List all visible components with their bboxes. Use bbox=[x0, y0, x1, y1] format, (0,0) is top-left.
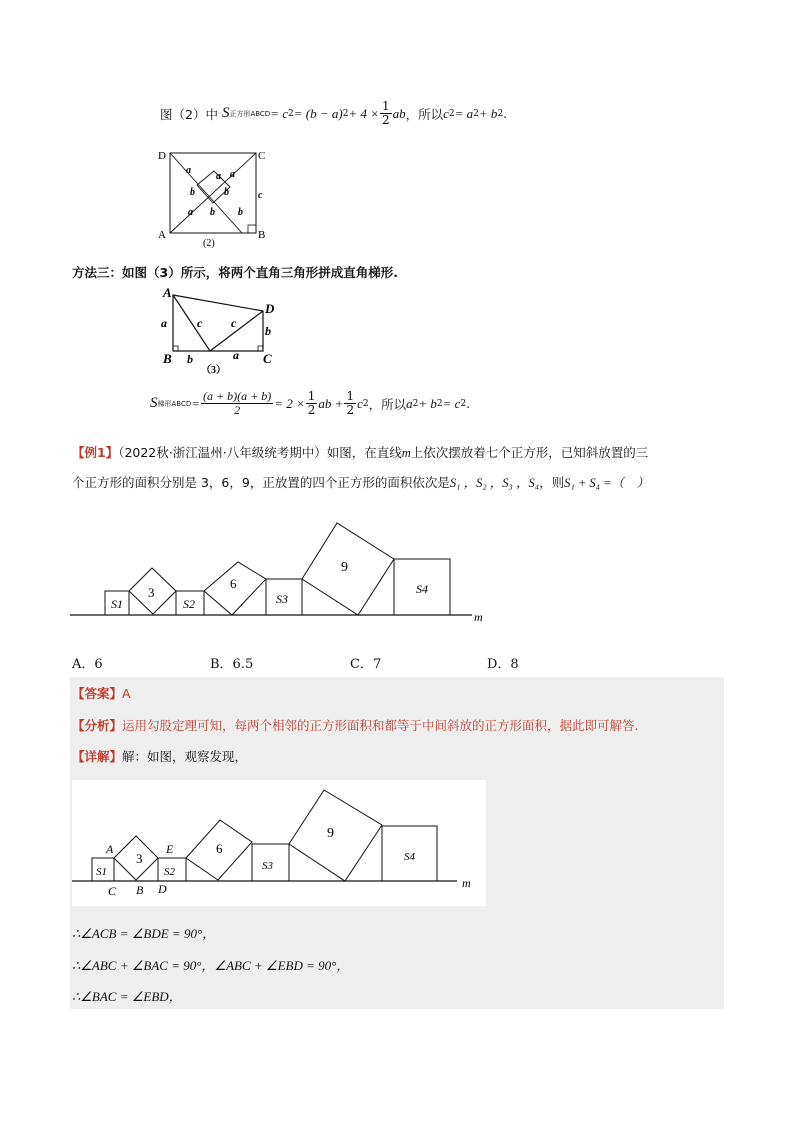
example-1-question: 【例1】（2022秋·浙江温州·八年级统考期中）如图，在直线m上依次摆放着七个正方形，已知斜放置的三 个正方形的面积分别是 3，6，9，正放置的四个正方形的面积依次是S₁ ，S₂ ，S₃ ，S₄，则S₁ + S₄ =（ ） bbox=[72, 445, 650, 490]
fraction-trapezoid: $\frac{(a + b)(a + b)}{2}$ bbox=[203, 389, 272, 418]
example-tag: 【例1】 bbox=[72, 445, 119, 460]
detail-label-A: A bbox=[106, 842, 114, 856]
fig2-caption: (2) bbox=[203, 238, 215, 249]
fig2-label-B: B bbox=[258, 229, 266, 241]
fig2-label-A: A bbox=[158, 229, 166, 241]
formula-line-trapezoid: S 梯形ABCD = $\frac{(a + b)(a + b)}{2}$ = 2 × $\frac{1}{2}$ ab + $\frac{1}{2}$ c 2 ，所以 a 2 + b 2 = c 2 . bbox=[150, 389, 471, 418]
fig3-caption: （3） bbox=[201, 365, 226, 376]
detail-label-S4: S4 bbox=[404, 851, 415, 863]
svg-text:c: c bbox=[258, 190, 263, 201]
figure-2-square bbox=[150, 143, 280, 253]
detail-label-6: 6 bbox=[216, 841, 223, 856]
step-3: ∴∠BAC = ∠EBD， bbox=[72, 989, 182, 1004]
analysis-text: 运用勾股定理可知，每两个相邻的正方形面积和都等于中间斜放的正方形面积，据此即可解答. bbox=[122, 718, 639, 733]
detail-label-3: 3 bbox=[136, 851, 143, 866]
svg-text:a: a bbox=[161, 316, 167, 330]
figure-seven-squares bbox=[60, 515, 500, 630]
fraction-half: $\frac{1}{2}$ bbox=[381, 99, 390, 128]
svg-text:b: b bbox=[187, 352, 193, 366]
answer-value: A bbox=[122, 686, 131, 701]
fig3-label-C: C bbox=[263, 351, 272, 366]
fig3-label-A: A bbox=[163, 285, 172, 300]
answer-line: 【答案】A bbox=[72, 686, 131, 701]
detail-line: 【详解】解：如图，观察发现， bbox=[72, 749, 248, 764]
svg-text:b: b bbox=[224, 187, 229, 198]
s-subscript: 正方形ABCD bbox=[229, 109, 271, 118]
svg-text:b: b bbox=[238, 207, 243, 218]
label-6: 6 bbox=[230, 576, 237, 591]
detail-label-E: E bbox=[166, 842, 174, 856]
option-d[interactable]: D．8 bbox=[487, 657, 519, 672]
detail-label-D: D bbox=[158, 882, 167, 896]
detail-label-C: C bbox=[108, 884, 117, 898]
fig2-label-C: C bbox=[258, 150, 266, 162]
label-3: 3 bbox=[148, 585, 155, 600]
option-a[interactable]: A．6 bbox=[72, 657, 103, 672]
option-b[interactable]: B．6.5 bbox=[210, 657, 254, 672]
svg-text:c: c bbox=[197, 316, 203, 330]
label-S3: S3 bbox=[276, 592, 288, 606]
label-9: 9 bbox=[341, 560, 348, 575]
detail-label-B: B bbox=[136, 883, 144, 897]
label-S1: S1 bbox=[111, 597, 123, 611]
svg-text:b: b bbox=[190, 187, 195, 198]
figure-detail-squares bbox=[72, 780, 486, 906]
option-c[interactable]: C．7 bbox=[350, 657, 382, 672]
svg-text:b: b bbox=[210, 207, 215, 218]
svg-text:a: a bbox=[188, 207, 193, 218]
label-S2: S2 bbox=[183, 597, 195, 611]
svg-text:a: a bbox=[230, 169, 235, 180]
detail-label-S2: S2 bbox=[164, 866, 175, 878]
method-three-text: 方法三：如图（3）所示，将两个直角三角形拼成直角梯形. bbox=[72, 265, 398, 280]
label-S4: S4 bbox=[416, 582, 428, 596]
figure-3-trapezoid bbox=[155, 283, 285, 378]
svg-text:a: a bbox=[233, 348, 239, 362]
detail-label-S1: S1 bbox=[96, 866, 107, 878]
fig3-label-B: B bbox=[163, 351, 172, 366]
svg-text:b: b bbox=[265, 324, 271, 338]
svg-text:a: a bbox=[216, 171, 221, 182]
fig3-label-D: D bbox=[265, 301, 275, 316]
step-1: ∴∠ACB = ∠BDE = 90°， bbox=[72, 926, 216, 941]
detail-label-9: 9 bbox=[327, 826, 334, 841]
analysis-line: 【分析】运用勾股定理可知，每两个相邻的正方形面积和都等于中间斜放的正方形面积，据此即可解答. bbox=[72, 718, 639, 733]
svg-text:c: c bbox=[231, 316, 237, 330]
label-m: m bbox=[474, 610, 483, 624]
svg-text:a: a bbox=[186, 165, 191, 176]
detail-label-m: m bbox=[462, 876, 471, 890]
formula-prefix: 图（2）中 bbox=[160, 106, 218, 122]
fig2-label-D: D bbox=[158, 150, 166, 162]
formula-line-square: 图（2）中 S 正方形ABCD = c 2 = (b − a) 2 + 4 × $\frac{1}{2}$ ab ，所以 c 2 = a 2 + b 2 . bbox=[160, 99, 508, 128]
step-2: ∴∠ABC + ∠BAC = 90°，∠ABC + ∠EBD = 90°， bbox=[72, 958, 350, 973]
detail-text: 解：如图，观察发现， bbox=[122, 749, 248, 764]
detail-label-S3: S3 bbox=[262, 860, 273, 872]
